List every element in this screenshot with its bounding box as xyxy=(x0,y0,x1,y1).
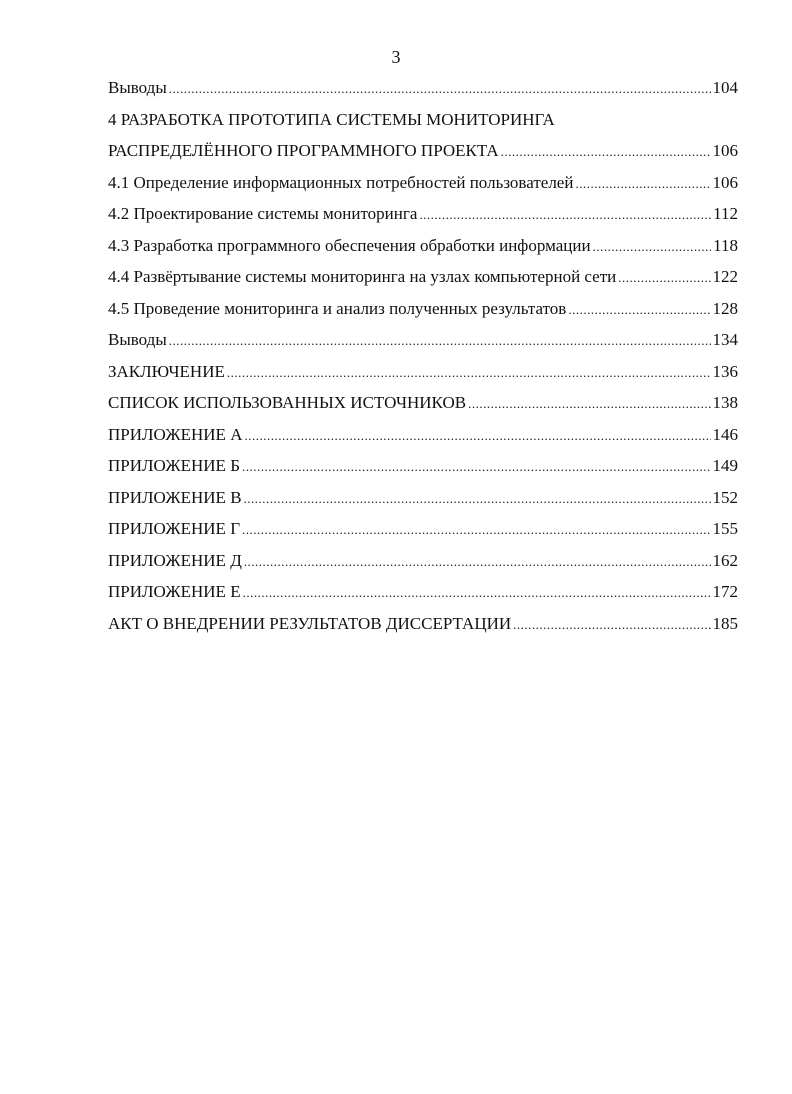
toc-entry-title: 4 РАЗРАБОТКА ПРОТОТИПА СИСТЕМЫ МОНИТОРИНГА xyxy=(108,109,555,129)
toc-entry-title: Выводы xyxy=(108,330,167,349)
toc-entry-page: 128 xyxy=(712,298,738,318)
toc-leader-dots xyxy=(568,299,710,321)
toc-leader-dots xyxy=(242,519,710,541)
toc-entry-conclusions-chapter-3[interactable] xyxy=(108,77,738,109)
toc-entry-references[interactable] xyxy=(108,392,738,424)
toc-chapter-4-heading-line-2[interactable] xyxy=(108,140,738,172)
toc-entry-title: ЗАКЛЮЧЕНИЕ xyxy=(108,361,225,381)
toc-entry-title: ПРИЛОЖЕНИЕ Г xyxy=(108,519,241,538)
toc-leader-dots xyxy=(243,582,711,604)
toc-entry-page: 106 xyxy=(712,141,738,160)
toc-entry-page: 185 xyxy=(712,613,738,633)
toc-entry-page: 122 xyxy=(712,267,738,286)
toc-entry-conclusion[interactable] xyxy=(108,361,738,393)
toc-entry-4-4[interactable] xyxy=(108,266,738,298)
toc-entry-title: СПИСОК ИСПОЛЬЗОВАННЫХ ИСТОЧНИКОВ xyxy=(108,393,467,412)
toc-entry-appendix-g[interactable] xyxy=(108,518,738,550)
toc-leader-dots xyxy=(227,362,711,384)
toc-leader-dots xyxy=(513,614,710,636)
toc-entry-appendix-d[interactable] xyxy=(108,550,738,582)
toc-entry-4-5[interactable] xyxy=(108,298,738,330)
toc-entry-title: 4.5 Проведение мониторинга и анализ полученных результатов xyxy=(108,298,567,318)
toc-leader-dots xyxy=(501,141,711,163)
toc-entry-page: 155 xyxy=(712,519,738,538)
toc-leader-dots xyxy=(242,456,711,478)
toc-entry-title: ПРИЛОЖЕНИЕ Е xyxy=(108,582,241,601)
toc-entry-4-1[interactable] xyxy=(108,172,738,204)
toc-entry-appendix-a[interactable] xyxy=(108,424,738,456)
toc-entry-4-2[interactable] xyxy=(108,203,738,235)
toc-entry-page: 106 xyxy=(712,172,738,192)
toc-leader-dots xyxy=(419,204,711,226)
toc-entry-page: 146 xyxy=(712,424,738,444)
toc-entry-page: 152 xyxy=(712,487,738,507)
toc-leader-dots xyxy=(244,425,710,447)
toc-entry-page: 112 xyxy=(713,204,738,223)
toc-entry-title: 4.3 Разработка программного обеспечения обработки информации xyxy=(108,235,591,255)
toc-leader-dots xyxy=(618,267,710,289)
toc-entry-title: ПРИЛОЖЕНИЕ А xyxy=(108,424,243,444)
toc-entry-page: 136 xyxy=(712,361,738,381)
table-of-contents xyxy=(108,77,738,644)
toc-entry-page: 149 xyxy=(712,456,738,475)
toc-entry-page: 134 xyxy=(712,330,738,349)
toc-leader-dots xyxy=(575,173,710,195)
toc-entry-title: ПРИЛОЖЕНИЕ Д xyxy=(108,550,242,570)
toc-entry-page: 162 xyxy=(712,550,738,570)
toc-leader-dots xyxy=(169,78,711,100)
page-number: 3 xyxy=(391,47,401,67)
toc-entry-title: Выводы xyxy=(108,78,167,97)
toc-entry-implementation-act[interactable] xyxy=(108,613,738,645)
toc-entry-appendix-b[interactable] xyxy=(108,455,738,487)
toc-entry-page: 138 xyxy=(712,393,738,412)
toc-entry-title: АКТ О ВНЕДРЕНИИ РЕЗУЛЬТАТОВ ДИССЕРТАЦИИ xyxy=(108,613,512,633)
toc-leader-dots xyxy=(468,393,710,415)
toc-leader-dots xyxy=(244,551,711,573)
toc-entry-title: ПРИЛОЖЕНИЕ В xyxy=(108,487,242,507)
toc-entry-page: 172 xyxy=(712,582,738,601)
toc-leader-dots xyxy=(593,236,712,258)
toc-entry-page: 118 xyxy=(713,235,738,255)
toc-entry-title: 4.4 Развёртывание системы мониторинга на узлах компьютерной сети xyxy=(108,267,617,286)
toc-leader-dots xyxy=(169,330,711,352)
toc-entry-appendix-e[interactable] xyxy=(108,581,738,613)
toc-entry-4-3[interactable] xyxy=(108,235,738,267)
toc-entry-page: 104 xyxy=(712,78,738,97)
toc-entry-title: ПРИЛОЖЕНИЕ Б xyxy=(108,456,240,475)
toc-entry-title: РАСПРЕДЕЛЁННОГО ПРОГРАММНОГО ПРОЕКТА xyxy=(108,141,499,160)
toc-leader-dots xyxy=(244,488,711,510)
toc-entry-title: 4.1 Определение информационных потребностей пользователей xyxy=(108,172,574,192)
toc-entry-conclusions-chapter-4[interactable] xyxy=(108,329,738,361)
toc-entry-appendix-v[interactable] xyxy=(108,487,738,519)
toc-entry-title: 4.2 Проектирование системы мониторинга xyxy=(108,204,418,223)
toc-chapter-4-heading-line-1[interactable] xyxy=(108,109,738,141)
